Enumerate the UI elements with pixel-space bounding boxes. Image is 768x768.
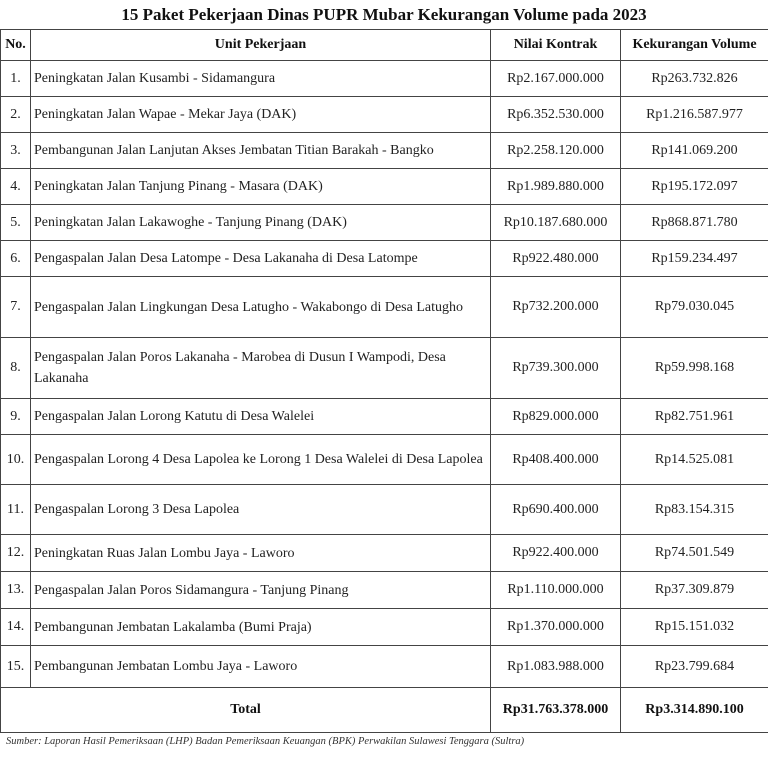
row-number: 6. (1, 241, 31, 277)
row-number: 13. (1, 572, 31, 609)
kekurangan-volume-cell: Rp15.151.032 (621, 609, 768, 646)
row-number: 15. (1, 646, 31, 688)
header-row (1, 30, 768, 61)
row-number: 2. (1, 97, 31, 133)
table-row (1, 646, 768, 688)
header-kekurangan-volume: Kekurangan Volume (621, 30, 768, 61)
unit-pekerjaan-cell: Peningkatan Jalan Tanjung Pinang - Masara (DAK) (31, 169, 491, 205)
row-number: 1. (1, 61, 31, 97)
row-number: 4. (1, 169, 31, 205)
kekurangan-volume-cell: Rp83.154.315 (621, 485, 768, 535)
unit-pekerjaan-cell: Pengaspalan Jalan Lingkungan Desa Latugho - Wakabongo di Desa Latugho (31, 277, 491, 338)
table-row (1, 241, 768, 277)
table-row (1, 399, 768, 435)
source-note: Sumber: Laporan Hasil Pemeriksaan (LHP) Badan Pemeriksaan Keuangan (BPK) Perwakilan Sulawesi Tenggara (Sultra) (6, 736, 525, 747)
nilai-kontrak-cell: Rp1.989.880.000 (491, 169, 621, 205)
kekurangan-volume-cell: Rp79.030.045 (621, 277, 768, 338)
kekurangan-volume-cell: Rp868.871.780 (621, 205, 768, 241)
total-label: Total (1, 688, 491, 733)
header-nilai-kontrak: Nilai Kontrak (491, 30, 621, 61)
row-number: 7. (1, 277, 31, 338)
kekurangan-volume-cell: Rp14.525.081 (621, 435, 768, 485)
kekurangan-volume-cell: Rp82.751.961 (621, 399, 768, 435)
table-row (1, 205, 768, 241)
kekurangan-volume-cell: Rp1.216.587.977 (621, 97, 768, 133)
nilai-kontrak-cell: Rp2.258.120.000 (491, 133, 621, 169)
table-row (1, 169, 768, 205)
unit-pekerjaan-cell: Pembangunan Jembatan Lakalamba (Bumi Praja) (31, 609, 491, 646)
nilai-kontrak-cell: Rp1.110.000.000 (491, 572, 621, 609)
row-number: 3. (1, 133, 31, 169)
table-row (1, 435, 768, 485)
nilai-kontrak-cell: Rp829.000.000 (491, 399, 621, 435)
row-number: 10. (1, 435, 31, 485)
unit-pekerjaan-cell: Pembangunan Jalan Lanjutan Akses Jembatan Titian Barakah - Bangko (31, 133, 491, 169)
nilai-kontrak-cell: Rp2.167.000.000 (491, 61, 621, 97)
row-number: 14. (1, 609, 31, 646)
unit-pekerjaan-cell: Peningkatan Ruas Jalan Lombu Jaya - Laworo (31, 535, 491, 572)
header-unit-pekerjaan: Unit Pekerjaan (31, 30, 491, 61)
unit-pekerjaan-cell: Peningkatan Jalan Wapae - Mekar Jaya (DAK) (31, 97, 491, 133)
data-table (0, 29, 768, 733)
unit-pekerjaan-cell: Pengaspalan Jalan Poros Sidamangura - Tanjung Pinang (31, 572, 491, 609)
kekurangan-volume-cell: Rp263.732.826 (621, 61, 768, 97)
total-nilai-kontrak: Rp31.763.378.000 (491, 688, 621, 733)
nilai-kontrak-cell: Rp1.370.000.000 (491, 609, 621, 646)
kekurangan-volume-cell: Rp74.501.549 (621, 535, 768, 572)
unit-pekerjaan-cell: Pengaspalan Jalan Poros Lakanaha - Marobea di Dusun I Wampodi, Desa Lakanaha (31, 338, 491, 399)
nilai-kontrak-cell: Rp10.187.680.000 (491, 205, 621, 241)
kekurangan-volume-cell: Rp37.309.879 (621, 572, 768, 609)
unit-pekerjaan-cell: Pengaspalan Jalan Desa Latompe - Desa Lakanaha di Desa Latompe (31, 241, 491, 277)
row-number: 11. (1, 485, 31, 535)
kekurangan-volume-cell: Rp59.998.168 (621, 338, 768, 399)
row-number: 12. (1, 535, 31, 572)
table-row (1, 97, 768, 133)
table-row (1, 485, 768, 535)
table-row (1, 61, 768, 97)
nilai-kontrak-cell: Rp408.400.000 (491, 435, 621, 485)
table-row (1, 277, 768, 338)
nilai-kontrak-cell: Rp1.083.988.000 (491, 646, 621, 688)
unit-pekerjaan-cell: Pembangunan Jembatan Lombu Jaya - Laworo (31, 646, 491, 688)
nilai-kontrak-cell: Rp922.400.000 (491, 535, 621, 572)
unit-pekerjaan-cell: Peningkatan Jalan Kusambi - Sidamangura (31, 61, 491, 97)
row-number: 5. (1, 205, 31, 241)
unit-pekerjaan-cell: Pengaspalan Lorong 4 Desa Lapolea ke Lorong 1 Desa Walelei di Desa Lapolea (31, 435, 491, 485)
kekurangan-volume-cell: Rp195.172.097 (621, 169, 768, 205)
table-row (1, 535, 768, 572)
unit-pekerjaan-cell: Peningkatan Jalan Lakawoghe - Tanjung Pinang (DAK) (31, 205, 491, 241)
unit-pekerjaan-cell: Pengaspalan Jalan Lorong Katutu di Desa Walelei (31, 399, 491, 435)
unit-pekerjaan-cell: Pengaspalan Lorong 3 Desa Lapolea (31, 485, 491, 535)
total-row (1, 688, 768, 733)
table-row (1, 609, 768, 646)
table-row (1, 338, 768, 399)
table-row (1, 133, 768, 169)
row-number: 8. (1, 338, 31, 399)
table-row (1, 572, 768, 609)
kekurangan-volume-cell: Rp141.069.200 (621, 133, 768, 169)
kekurangan-volume-cell: Rp23.799.684 (621, 646, 768, 688)
nilai-kontrak-cell: Rp739.300.000 (491, 338, 621, 399)
nilai-kontrak-cell: Rp732.200.000 (491, 277, 621, 338)
nilai-kontrak-cell: Rp922.480.000 (491, 241, 621, 277)
header-no: No. (1, 30, 31, 61)
table-title: 15 Paket Pekerjaan Dinas PUPR Mubar Kekurangan Volume pada 2023 (121, 5, 647, 24)
kekurangan-volume-cell: Rp159.234.497 (621, 241, 768, 277)
total-kekurangan-volume: Rp3.314.890.100 (621, 688, 768, 733)
nilai-kontrak-cell: Rp690.400.000 (491, 485, 621, 535)
nilai-kontrak-cell: Rp6.352.530.000 (491, 97, 621, 133)
row-number: 9. (1, 399, 31, 435)
